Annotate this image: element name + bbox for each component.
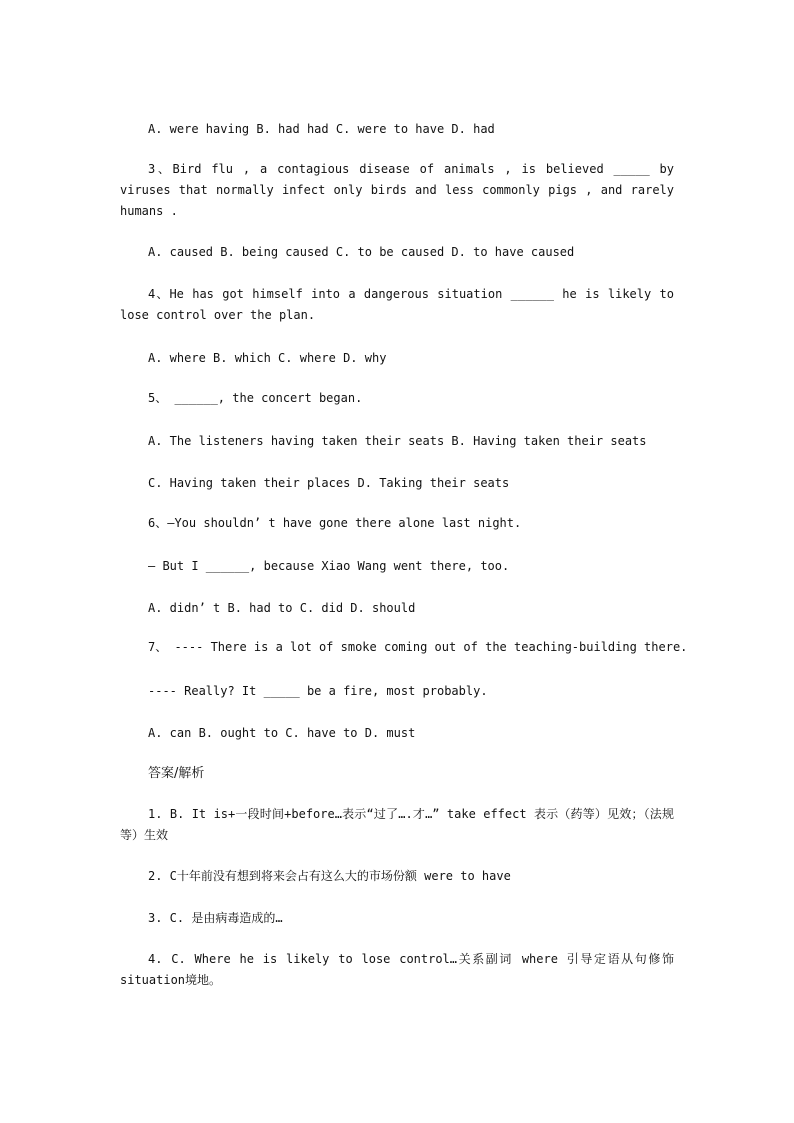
answer-2: 2. C十年前没有想到将来会占有这么大的市场份额 were to have: [148, 869, 511, 883]
answers-heading: 答案/解析: [148, 766, 205, 781]
question-4-stem: 4、He has got himself into a dangerous situation ______ he is likely to lose control over the plan.: [120, 287, 674, 322]
question-3-options: A. caused B. being caused C. to be caused D. to have caused: [148, 245, 575, 259]
question-5-options-line-1: A. The listeners having taken their seats B. Having taken their seats: [148, 434, 647, 448]
answer-4: 4. C. Where he is likely to lose control…关系副词 where 引导定语从句修饰situation境地。: [120, 952, 674, 987]
answer-3: 3. C. 是由病毒造成的…: [148, 911, 283, 925]
question-6-options: A. didn’ t B. had to C. did D. should: [148, 601, 416, 615]
question-7-stem: 7、 ---- There is a lot of smoke coming out of the teaching-building there.: [148, 640, 688, 654]
question-3-stem: 3、Bird flu , a contagious disease of animals , is believed _____ by viruses that normally infect only birds and less commonly pigs , and rarely humans .: [120, 162, 674, 218]
question-2-options: A. were having B. had had C. were to have D. had: [148, 122, 495, 136]
question-7-reply: ---- Really? It _____ be a fire, most probably.: [148, 684, 488, 698]
question-6-stem: 6、—You shouldn’ t have gone there alone last night.: [148, 516, 522, 530]
question-7-options: A. can B. ought to C. have to D. must: [148, 726, 416, 740]
question-4-options: A. where B. which C. where D. why: [148, 351, 387, 365]
question-5-options-line-2: C. Having taken their places D. Taking their seats: [148, 476, 510, 490]
question-5-stem: 5、 ______, the concert began.: [148, 391, 363, 405]
answer-1: 1. B. It is+一段时间+before…表示“过了….才…” take effect 表示（药等）见效；（法规等）生效: [120, 807, 674, 842]
question-6-reply: — But I ______, because Xiao Wang went there, too.: [148, 559, 510, 573]
